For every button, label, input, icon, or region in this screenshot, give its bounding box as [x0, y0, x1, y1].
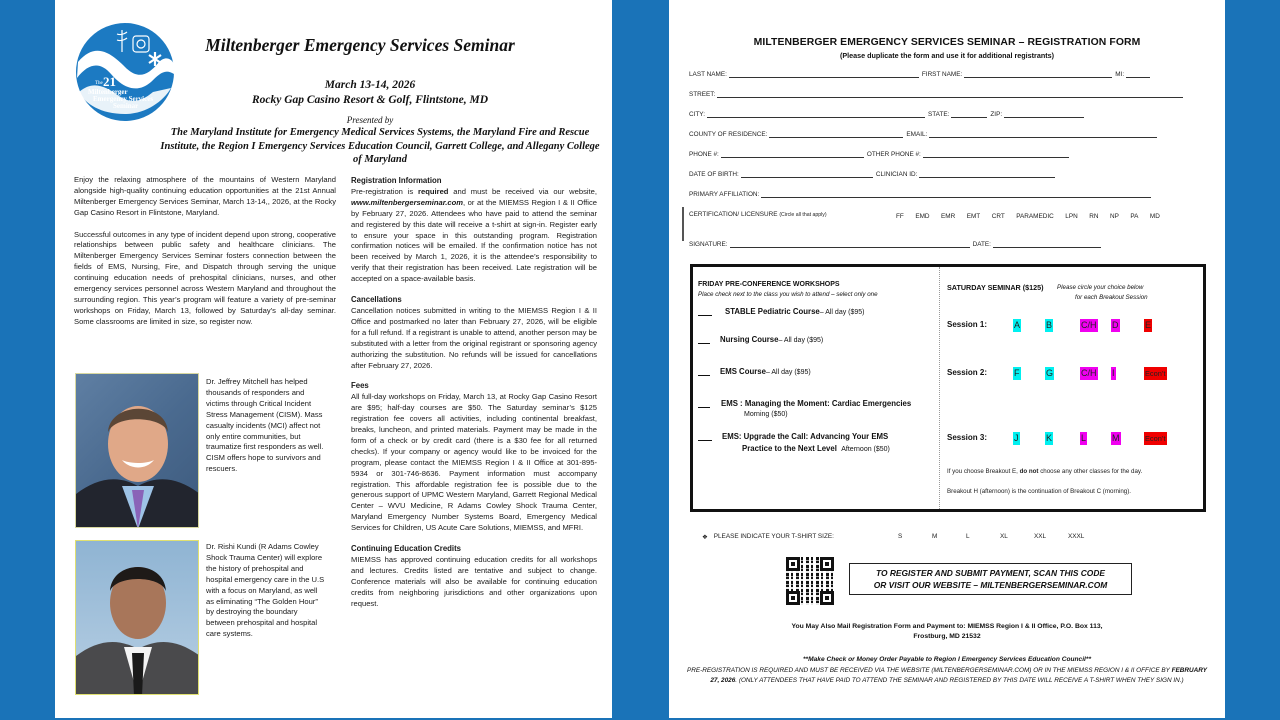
- payable-to-note: **Make Check or Money Order Payable to Region I Emergency Services Education Council**: [802, 656, 1092, 663]
- bullet-diamond-icon: ❖: [702, 534, 708, 541]
- svg-text:Emergency Services: Emergency Services: [93, 95, 154, 103]
- cancellations-heading: Cancellations: [351, 295, 402, 305]
- cert-option[interactable]: FF: [896, 213, 904, 220]
- speaker-bio-mitchell: Dr. Jeffrey Mitchell has helped thousands of responders and victims through Critical Incident Stress Management (CISM). Mass casualty incidents (MCI) affect not only entire communities, but traumatize first responders as well. CISM offers hope to survivors and rescuers.: [206, 377, 324, 474]
- breakout-option[interactable]: C/H: [1081, 320, 1097, 330]
- svg-text:Seminar: Seminar: [113, 102, 139, 110]
- speaker-photo-kundi: [75, 540, 199, 695]
- signature-field[interactable]: [730, 240, 970, 248]
- cert-option[interactable]: EMT: [966, 213, 981, 220]
- qr-code-icon[interactable]: [786, 557, 834, 605]
- workshop-time: Morning ($50): [744, 411, 788, 418]
- breakout-option[interactable]: G: [1046, 368, 1054, 378]
- event-dates: March 13-14, 2026: [324, 79, 416, 91]
- intro-section: [74, 175, 336, 339]
- breakout-option[interactable]: C/H: [1081, 368, 1097, 378]
- breakout-option[interactable]: B: [1046, 320, 1053, 330]
- date-of-birth-field[interactable]: [741, 170, 873, 178]
- fees-heading: Fees: [351, 381, 369, 391]
- cert-option[interactable]: EMR: [941, 213, 956, 220]
- breakout-e-note: If you choose Breakout E, do not choose any other classes for the day.: [947, 468, 1143, 475]
- workshop-item[interactable]: EMS : Managing the Moment: Cardiac Emergencies: [698, 399, 911, 408]
- fees-text: All full-day workshops on Friday, March 13, at Rocky Gap Casino Resort are $95; half-day courses are $50. The Saturday seminar’s $125 registration fee covers all activities, including continental breakfast, breaks, luncheon, and printed materials. Payment may be made in the form of a check or by credit card (there is a $30 fee for all returned checks). If your company or agency would like to be invoiced for the program, please contact the MIEMSS Region I & II Office at 301-895-5934 or 301-746-8636. Payment information must accompany registration. This affordable registration fee is possible due to the generous support of UPMC Western Maryland, Garrett Regional Medical Center – WVU Medicine, R Adams Cowley Shock Trauma Center, Maryland Emergency Number Systems Board, Emergency Medical Services for Children, US Acute Care Solutions, MIEMSS, and MFRI.: [351, 392, 597, 533]
- city-row: CITY: STATE: ZIP:: [689, 110, 1087, 118]
- registration-heading: Registration Information: [351, 176, 442, 185]
- breakout-option[interactable]: L: [1081, 433, 1087, 443]
- certification-options: [896, 213, 1171, 220]
- workshop-item[interactable]: EMS Course – All day ($95): [698, 367, 811, 376]
- svg-text:The: The: [95, 81, 103, 86]
- credits-text: MIEMSS has approved continuing education credits for all workshops and lectures. Credits listed are tentative and subject to change. Conference materials will also be available for continuing education credits from neighboring jurisdictions and other organizations upon request.: [351, 555, 597, 608]
- speaker-photo-mitchell: [75, 373, 199, 528]
- event-date-venue: [195, 78, 545, 108]
- first-name-field[interactable]: [964, 70, 1112, 78]
- workshop-item[interactable]: EMS: Upgrade the Call: Advancing Your EMS: [698, 432, 888, 441]
- workshop-checkbox[interactable]: [698, 400, 710, 408]
- svg-text:21: 21: [103, 74, 116, 89]
- cert-option[interactable]: MD: [1149, 213, 1160, 220]
- register-online-callout: TO REGISTER AND SUBMIT PAYMENT, SCAN THIS CODE OR VISIT OUR WEBSITE – MILTENBERGERSEMINAR.COM: [849, 563, 1132, 595]
- street-field[interactable]: [717, 90, 1183, 98]
- event-venue: Rocky Gap Casino Resort & Golf, Flintstone, MD: [251, 94, 489, 106]
- session-selection-box: [690, 264, 1206, 512]
- tshirt-size-option[interactable]: L: [966, 533, 970, 540]
- seminar-brochure-page: [55, 0, 612, 718]
- breakout-option[interactable]: I: [1112, 368, 1115, 378]
- session-row-2: Session 2: F G C/H I Econ’t: [947, 368, 1166, 378]
- breakout-option[interactable]: D: [1112, 320, 1119, 330]
- form-subtitle: (Please duplicate the form and use it for additional registrants): [839, 51, 1055, 60]
- affiliation-row: PRIMARY AFFILIATION:: [689, 190, 1154, 198]
- workshop-item[interactable]: STABLE Pediatric Course – All day ($95): [698, 307, 865, 316]
- friday-instructions: Place check next to the class you wish to attend – select only one: [698, 291, 878, 298]
- workshop-checkbox[interactable]: [698, 433, 712, 441]
- tshirt-size-row: [702, 533, 1085, 541]
- workshop-checkbox[interactable]: [698, 336, 710, 344]
- registration-form-page: [669, 0, 1225, 718]
- preregistration-note: PRE-REGISTRATION IS REQUIRED AND MUST BE RECEIVED VIA THE WEBSITE (MILTENBERGERSEMINAR.COM) OR IN THE MIEMSS REGION I & II OFFICE BY FEBRUARY 27, 2026. (ONLY ATTENDEES THAT HAVE PAID TO ATTEND THE SEMINAR AND REGISTERED BY THIS DATE WILL RECEIVE A T-SHIRT WHEN THEY SIGN IN.): [687, 667, 1207, 685]
- cert-option[interactable]: PA: [1130, 213, 1139, 220]
- info-column: [351, 176, 597, 620]
- breakout-option[interactable]: A: [1014, 320, 1021, 330]
- county-field[interactable]: [769, 130, 903, 138]
- breakout-option[interactable]: E: [1145, 320, 1152, 330]
- breakout-option[interactable]: M: [1112, 433, 1120, 443]
- city-field[interactable]: [707, 110, 925, 118]
- presented-by-label: Presented by: [346, 115, 394, 125]
- name-row: LAST NAME: FIRST NAME: MI:: [689, 70, 1153, 78]
- cert-option[interactable]: CRT: [991, 213, 1005, 220]
- person-portrait-icon: [76, 374, 199, 528]
- middle-initial-field[interactable]: [1126, 70, 1150, 78]
- cert-option[interactable]: NP: [1109, 213, 1119, 220]
- signature-date-field[interactable]: [993, 240, 1101, 248]
- workshop-item[interactable]: Nursing Course – All day ($95): [698, 335, 823, 344]
- breakout-option[interactable]: J: [1014, 433, 1019, 443]
- form-title: MILTENBERGER EMERGENCY SERVICES SEMINAR – REGISTRATION FORM: [753, 37, 1141, 48]
- mailing-address: You May Also Mail Registration Form and Payment to: MIEMSS Region I & II Office, P.O. Box 113, Frostburg, MD 21532: [791, 623, 1103, 640]
- certification-label: CERTIFICATION/ LICENSURE (Circle all that apply): [689, 211, 827, 218]
- breakout-option[interactable]: Econ’t: [1145, 369, 1166, 378]
- email-field[interactable]: [929, 130, 1157, 138]
- intro-paragraph: Enjoy the relaxing atmosphere of the mountains of Western Maryland alongside high-quality continuing education opportunities at the 21st Annual Miltenberger Emergency Services Seminar, March 13-14,, 2026, at the Rocky Gap Casino Resort in Flintstone, Maryland.: [74, 175, 336, 217]
- tshirt-size-option[interactable]: M: [932, 533, 938, 540]
- saturday-heading: SATURDAY SEMINAR ($125): [947, 283, 1044, 292]
- seminar-title: Miltenberger Emergency Services Seminar: [205, 35, 515, 55]
- workshop-checkbox[interactable]: [698, 308, 712, 316]
- website-link[interactable]: www.miltenbergerseminar.com: [351, 197, 463, 207]
- workshop-checkbox[interactable]: [698, 368, 710, 376]
- tshirt-size-option[interactable]: XL: [1000, 533, 1008, 540]
- county-row: COUNTY OF RESIDENCE: EMAIL:: [689, 130, 1160, 138]
- presenters-list: The Maryland Institute for Emergency Medical Services Systems, the Maryland Fire and Rescue Institute, the Region I Emergency Services Education Council, Garrett College, and Allegany College of Maryland: [160, 127, 600, 165]
- seminar-logo: [75, 22, 175, 122]
- other-phone-field[interactable]: [923, 150, 1069, 158]
- session-row-3: Session 3: J K L M Econ’t: [947, 433, 1166, 443]
- tshirt-size-option[interactable]: XXXL: [1068, 533, 1085, 540]
- speaker-bio-kundi: Dr. Rishi Kundi (R Adams Cowley Shock Trauma Center) will explore the history of prehospital and hospital emergency care in the U.S with a focus on Maryland, as well as eliminating “The Golden Hour” by destroying the boundary between prehospital and hospital care systems.: [206, 542, 325, 639]
- cert-option[interactable]: EMD: [915, 213, 930, 220]
- phone-field[interactable]: [721, 150, 864, 158]
- breakout-option[interactable]: F: [1014, 368, 1020, 378]
- cert-option[interactable]: PARAMEDIC: [1016, 213, 1054, 220]
- cancellations-text: Cancellation notices submitted in writing to the MIEMSS Region I & II Office and postmarked no later than February 27, 2026, will be eligible for a full refund. If a registrant is unable to attend, another person may be substituted with a letter from the original registrant or sponsoring agency authorizing the substitution. No refunds will be issued for cancellations after February 27, 2026.: [351, 305, 597, 370]
- credits-heading: Continuing Education Credits: [351, 544, 462, 554]
- margin-bar: [682, 207, 684, 241]
- registration-text: Pre-registration is required and must be received via our website, www.miltenbergerseminar.com, or at the MIEMSS Region I & II Office by February 27, 2026. Attendees who have paid to attend the seminar and registered by this date will receive a t-shirt at sign-in. Register early to ensure your space in this outstanding program. Registration confirmation notices will be emailed. If the confirmation notice has not been received by March 1, 2026, it is the attendee’s responsibility to verify that their registration has been received. Late registration will be accepted on a space-available basis.: [351, 186, 597, 284]
- breakout-h-note: Breakout H (afternoon) is the continuation of Breakout C (morning).: [947, 488, 1131, 495]
- person-portrait-icon: [76, 541, 199, 695]
- breakout-option[interactable]: Econ’t: [1145, 434, 1166, 443]
- divider: [939, 267, 940, 509]
- tshirt-size-option[interactable]: S: [898, 533, 903, 540]
- workshop-item-continued: Practice to the Next Level Afternoon ($50): [742, 444, 890, 453]
- signature-row: SIGNATURE: DATE:: [689, 240, 1104, 248]
- saturday-instructions: Please circle your choice below for each Breakout Session: [1057, 284, 1148, 301]
- street-row: STREET:: [689, 90, 1186, 98]
- tshirt-size-option[interactable]: XXL: [1034, 533, 1047, 540]
- intro-paragraph: Successful outcomes in any type of incident depend upon strong, cooperative relationships between public safety and healthcare clinicians. The Miltenberger Emergency Services Seminar fosters connection between the fields of EMS, Nursing, Fire, and Dispatch through serving the unique continuing education needs of prehospital clinicians, nurses, and other emergency services personnel across Western Maryland and throughout the surrounding region. This year’s program will feature a variety of pre-seminar workshops on Friday, March 13, followed by Saturday’s all-day seminar. Some classrooms are limited in size, so register now.: [74, 229, 336, 326]
- website-link[interactable]: OR VISIT OUR WEBSITE – MILTENBERGERSEMINAR.COM: [873, 580, 1108, 590]
- zip-field[interactable]: [1004, 110, 1084, 118]
- tshirt-label: PLEASE INDICATE YOUR T-SHIRT SIZE:: [713, 533, 834, 540]
- svg-text:st: st: [119, 78, 123, 83]
- svg-text:Miltenberger: Miltenberger: [88, 88, 128, 96]
- state-field[interactable]: [951, 110, 987, 118]
- cert-option[interactable]: RN: [1089, 213, 1099, 220]
- dob-row: DATE OF BIRTH: CLINICIAN ID:: [689, 170, 1058, 178]
- primary-affiliation-field[interactable]: [761, 190, 1151, 198]
- cert-option[interactable]: LPN: [1065, 213, 1078, 220]
- last-name-field[interactable]: [729, 70, 919, 78]
- clinician-id-field[interactable]: [919, 170, 1055, 178]
- tshirt-sizes: [898, 533, 1102, 540]
- breakout-option[interactable]: K: [1046, 433, 1053, 443]
- friday-heading: FRIDAY PRE-CONFERENCE WORKSHOPS: [698, 281, 840, 288]
- phone-row: PHONE #: OTHER PHONE #:: [689, 150, 1072, 158]
- session-row-1: Session 1: A B C/H D E: [947, 320, 1152, 330]
